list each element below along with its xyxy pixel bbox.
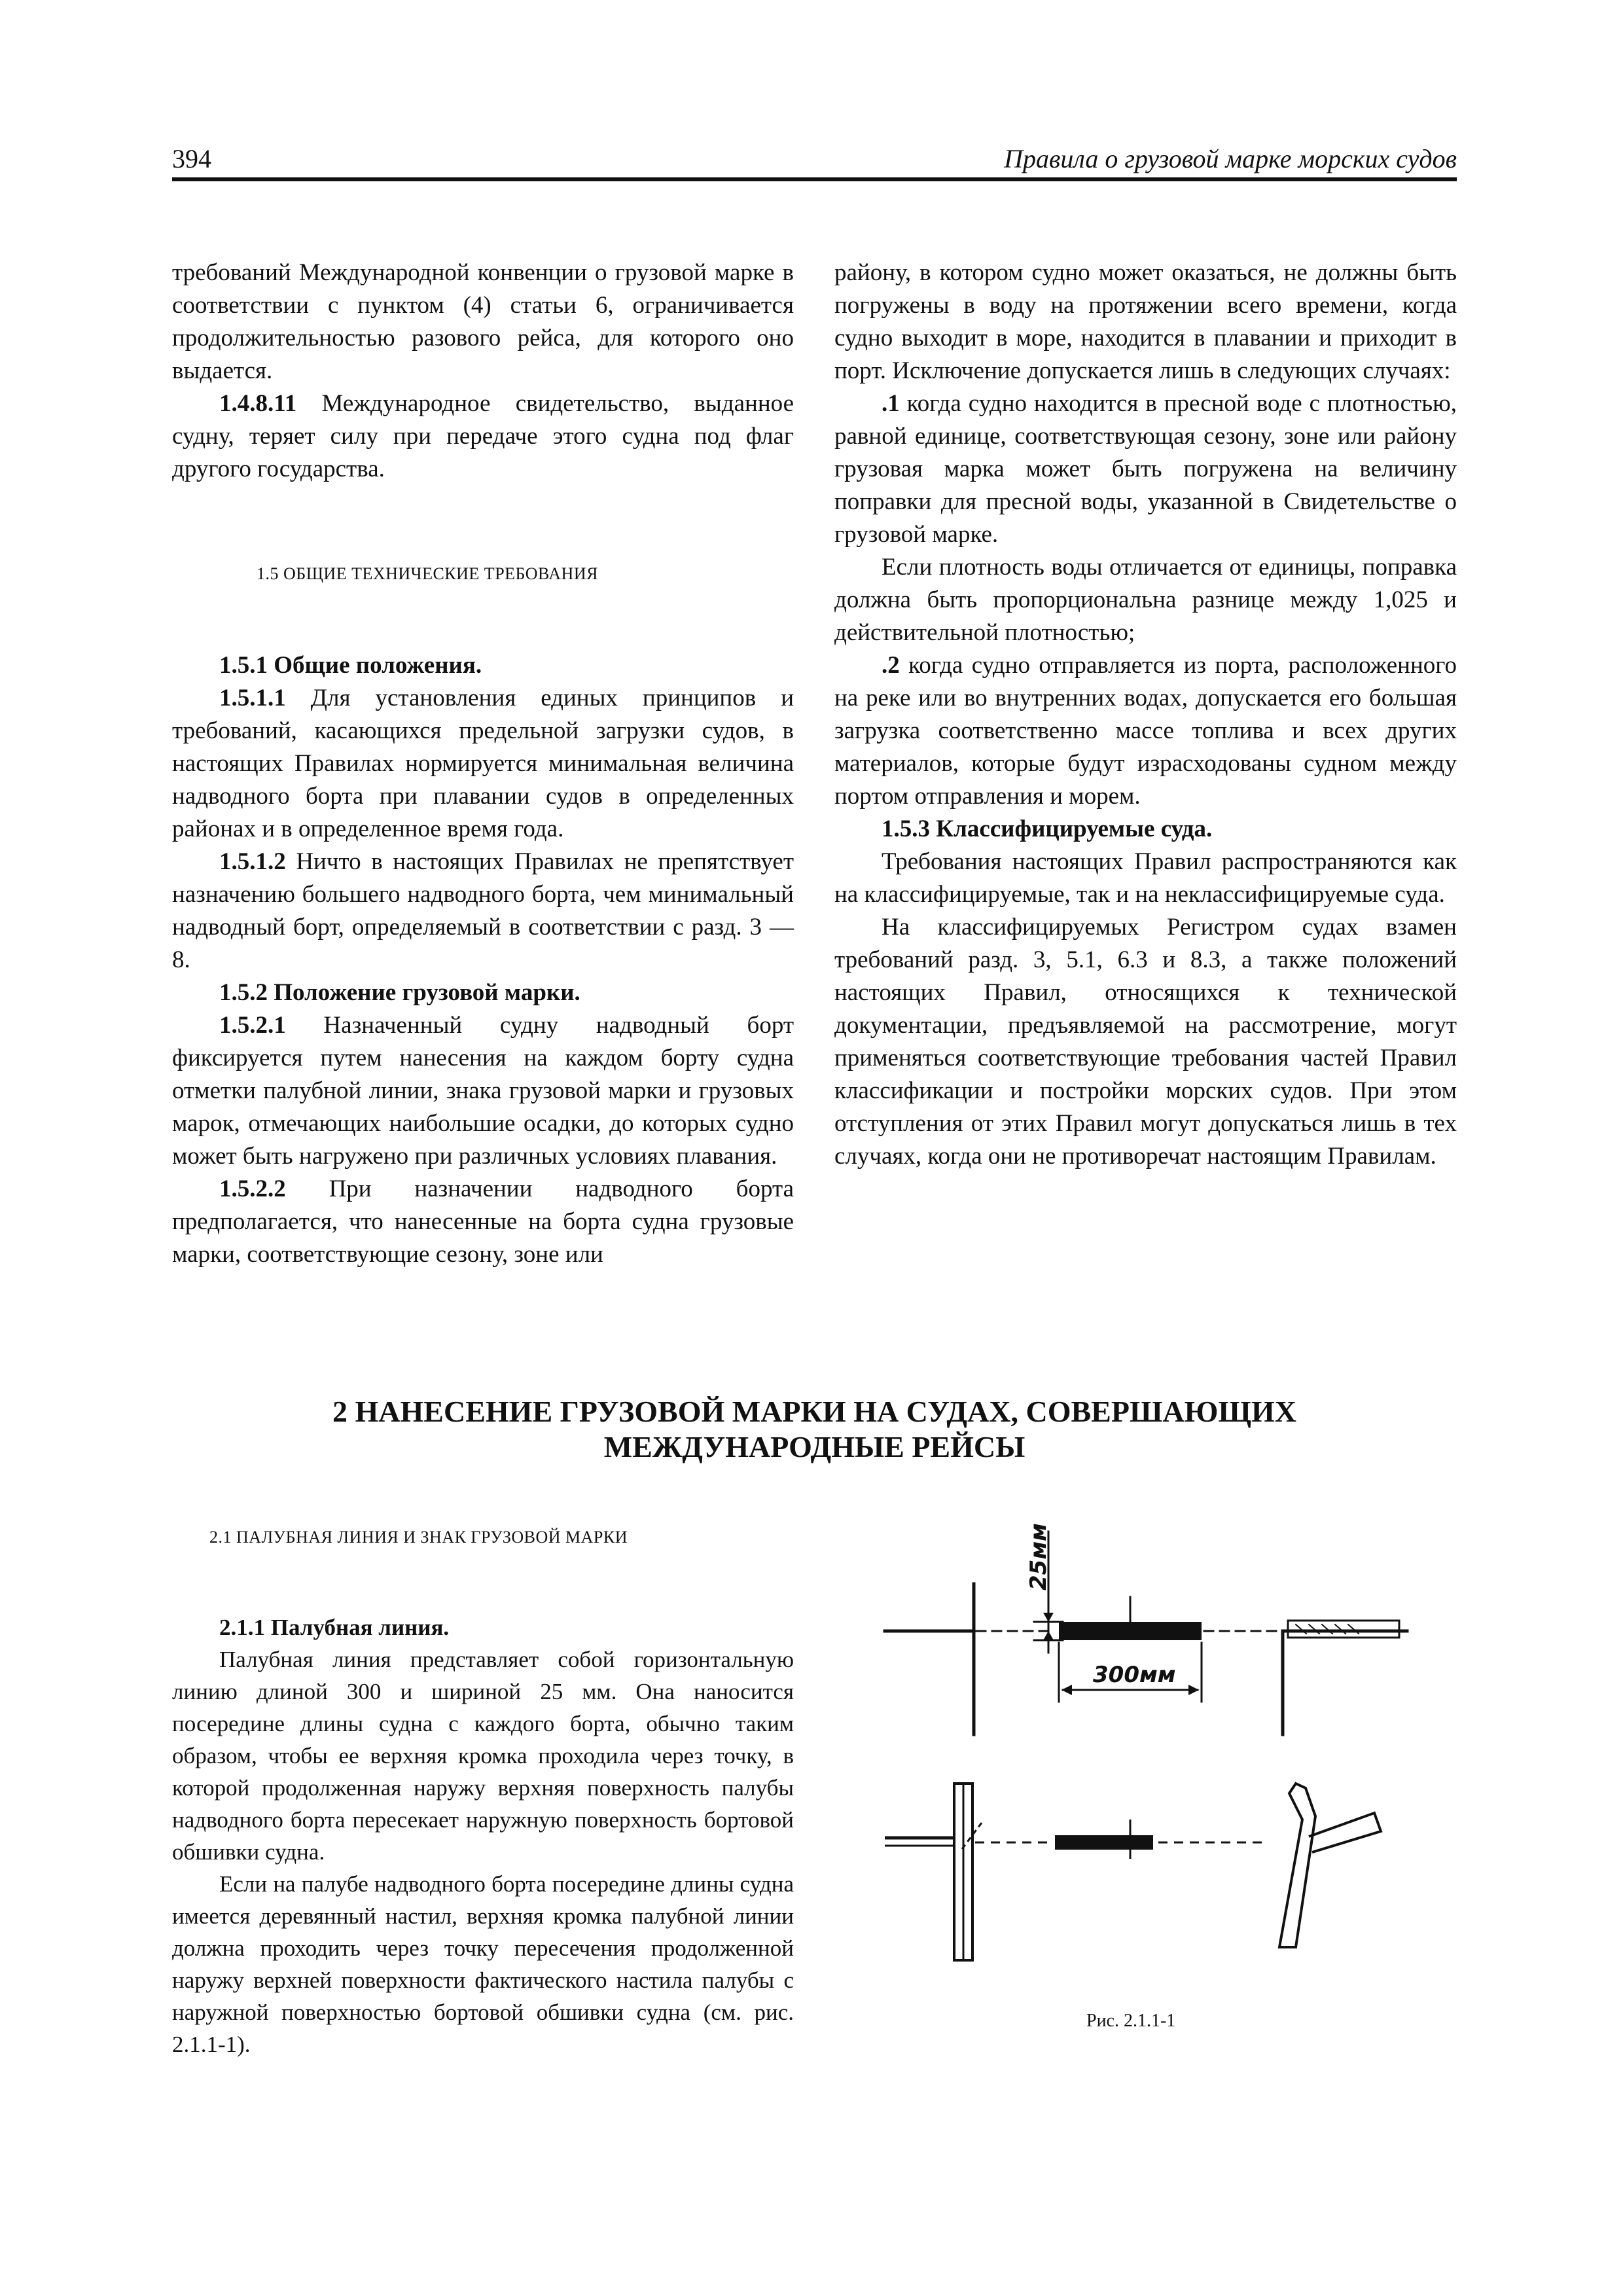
clause-number: 1.4.8.11	[219, 390, 297, 417]
section-heading-1-5: 1.5 ОБЩИЕ ТЕХНИЧЕСКИЕ ТРЕБОВАНИЯ	[257, 564, 598, 583]
section-heading-2-1: 2.1 ПАЛУБНАЯ ЛИНИЯ И ЗНАК ГРУЗОВОЙ МАРКИ	[209, 1528, 628, 1547]
chapter-title: 2 НАНЕСЕНИЕ ГРУЗОВОЙ МАРКИ НА СУДАХ, СОВЕРШАЮЩИХ МЕЖДУНАРОДНЫЕ РЕЙСЫ	[332, 1395, 1296, 1463]
paragraph: Если плотность воды отличается от единицы, поправка должна быть пропорциональна разнице между 1,025 и действительной плотностью;	[834, 554, 1457, 646]
paragraph: Палубная линия представляет собой горизонтальную линию длиной 300 и шириной 25 мм. Она наносится посередине длины судна с каждого борта, обычно таким образом, чтобы ее верхняя кромка проходила через точку, в которой продолженная наружу верхняя поверхность палубы надводного борта пересекает наружную поверхность бортовой обшивки судна.	[172, 1647, 794, 1865]
page-number: 394	[172, 144, 211, 173]
figure-caption: Рис. 2.1.1-1	[1086, 2011, 1176, 2031]
dimension-300mm-label: 300мм	[1093, 1662, 1176, 1688]
dimension-25mm-label: 25мм	[1026, 1523, 1052, 1590]
list-item-2: .2 когда судно отправляется из порта, расположенного на реке или во внутренних водах, допускается его большая загрузка соответственно массе топлива и всех других материалов, которые будут израсходованы судном между портом отправления и морем.	[834, 652, 1457, 810]
left-column-1-5	[172, 649, 794, 1271]
left-column-bottom	[172, 1611, 794, 2060]
paragraph: Если на палубе надводного борта посередине длины судна имеется деревянный настил, верхняя кромка палубной линии должна проходить через точку пересечения продолженной наружу верхней поверхности фактического настила палубы с наружной поверхностью бортовой обшивки судна (см. рис. 2.1.1-1).	[172, 1871, 794, 2057]
subsection-heading-2-1-1: 2.1.1 Палубная линия.	[219, 1615, 450, 1640]
list-item-1: .1 когда судно находится в пресной воде с плотностью, равной единице, соответствующая сезону, зоне или району грузовая марка может быть погружена на величину поправки для пресной воды, указанной в Свидетельстве о грузовой марке.	[834, 390, 1457, 548]
clause-number: 1.5.2.1	[219, 1012, 286, 1039]
page-header	[172, 144, 1457, 178]
paragraph: Требования настоящих Правил распространяются как на классифицируемые, так и на неклассифицируемые суда.	[834, 848, 1457, 908]
paragraph: требований Международной конвенции о грузовой марке в соответствии с пунктом (4) статьи 6, ограничивается продолжительностью разового рейса, для которого оно выдается.	[172, 259, 794, 384]
subsection-heading-1-5-1: 1.5.1 Общие положения.	[219, 652, 482, 679]
item-number: .2	[882, 652, 900, 679]
left-column-top	[172, 257, 794, 486]
clause-number: 1.5.1.2	[219, 848, 286, 875]
header-rule	[172, 177, 1457, 181]
running-title: Правила о грузовой марке морских судов	[1004, 144, 1457, 173]
subsection-heading-1-5-3: 1.5.3 Классифицируемые суда.	[882, 816, 1213, 842]
paragraph-1-4-8-11: 1.4.8.11 Международное свидетельство, выданное судну, теряет силу при передаче этого судна под флаг другого государства.	[172, 390, 794, 482]
deck-line-figure	[877, 1518, 1414, 1990]
paragraph-1-5-1-2: 1.5.1.2 Ничто в настоящих Правилах не препятствует назначению большего надводного борта, чем минимальный надводный борт, определяемый в соответствии с разд. 3 — 8.	[172, 848, 794, 973]
paragraph-1-5-2-2: 1.5.2.2 При назначении надводного борта предполагается, что нанесенные на борта судна грузовые марки, соответствующие сезону, зоне или	[172, 1175, 794, 1268]
clause-number: 1.5.2.2	[219, 1175, 286, 1202]
paragraph-1-5-2-1: 1.5.2.1 Назначенный судну надводный борт фиксируется путем нанесения на каждом борту судна отметки палубной линии, знака грузовой марки и грузовых марок, отмечающих наибольшие осадки, до которых судно может быть нагружено при различных условиях плавания.	[172, 1012, 794, 1170]
item-number: .1	[882, 390, 900, 417]
right-column-top	[834, 257, 1457, 1173]
paragraph: району, в котором судно может оказаться, не должны быть погружены в воду на протяжении всего времени, когда судно выходит в море, находится в плавании и приходит в порт. Исключение допускается лишь в следующих случаях:	[834, 259, 1457, 384]
subsection-heading-1-5-2: 1.5.2 Положение грузовой марки.	[219, 979, 580, 1006]
paragraph: На классифицируемых Регистром судах взамен требований разд. 3, 5.1, 6.3 и 8.3, а также положений настоящих Правил, относящихся к технической документации, предъявляемой на рассмотрение, могут применяться соответствующие требования частей Правил классификации и постройки морских судов. При этом отступления от этих Правил могут допускаться лишь в тех случаях, когда они не противоречат настоящим Правилам.	[834, 914, 1457, 1170]
clause-number: 1.5.1.1	[219, 685, 286, 711]
paragraph-1-5-1-1: 1.5.1.1 Для установления единых принципов и требований, касающихся предельной загрузки судов, в настоящих Правилах нормируется минимальная величина надводного борта при плавании судов в определенных районах и в определенное время года.	[172, 685, 794, 842]
